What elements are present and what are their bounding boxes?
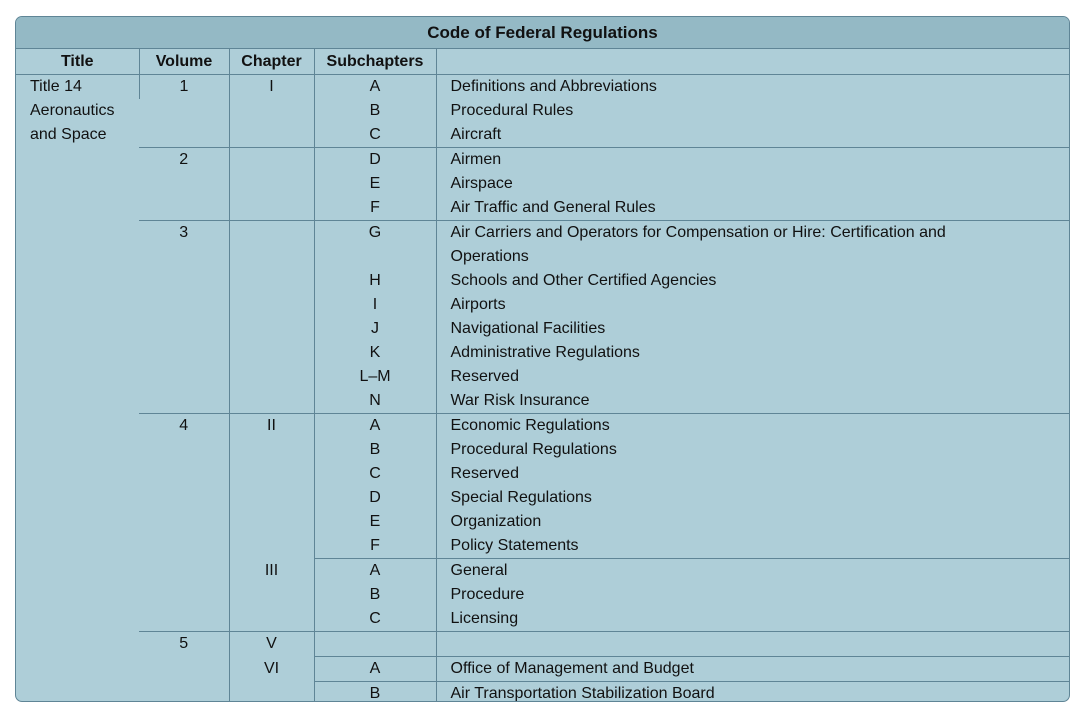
subchapter-cell: B (314, 682, 436, 703)
chapter-cell: III (229, 559, 314, 584)
table-row (16, 269, 1069, 293)
description-cell: Airports (436, 293, 1069, 317)
table-row (16, 99, 1069, 123)
header-volume: Volume (139, 49, 229, 75)
table-row (16, 123, 1069, 148)
description-cell: Organization (436, 510, 1069, 534)
chapter-cell (229, 438, 314, 462)
table-row (16, 341, 1069, 365)
description-cell: Licensing (436, 607, 1069, 632)
table-row (16, 559, 1069, 584)
description-cell: Operations (436, 245, 1069, 269)
description-cell: General (436, 559, 1069, 584)
subchapter-cell: N (314, 389, 436, 414)
table-row (16, 75, 1069, 100)
description-cell: Aircraft (436, 123, 1069, 148)
volume-cell (139, 657, 229, 682)
subchapter-cell: F (314, 534, 436, 559)
table-row (16, 632, 1069, 657)
table-row (16, 389, 1069, 414)
subchapter-cell (314, 245, 436, 269)
subchapter-cell: A (314, 559, 436, 584)
volume-cell: 2 (139, 148, 229, 173)
subchapter-cell: I (314, 293, 436, 317)
volume-cell (139, 438, 229, 462)
subchapter-cell: F (314, 196, 436, 221)
chapter-cell (229, 148, 314, 173)
chapter-cell (229, 341, 314, 365)
chapter-cell (229, 607, 314, 632)
description-cell: Air Transportation Stabilization Board (436, 682, 1069, 703)
chapter-cell (229, 293, 314, 317)
chapter-cell (229, 534, 314, 559)
volume-cell (139, 682, 229, 703)
volume-cell (139, 293, 229, 317)
description-cell: Procedure (436, 583, 1069, 607)
chapter-cell (229, 172, 314, 196)
description-cell: Office of Management and Budget (436, 657, 1069, 682)
description-cell (436, 632, 1069, 657)
volume-cell (139, 365, 229, 389)
table-row (16, 221, 1069, 246)
title-line: and Space (30, 126, 107, 143)
chapter-cell: I (229, 75, 314, 100)
subchapter-cell: E (314, 510, 436, 534)
subchapter-cell: E (314, 172, 436, 196)
subchapter-cell: C (314, 123, 436, 148)
table-row (16, 196, 1069, 221)
table-row (16, 293, 1069, 317)
table-row (16, 414, 1069, 439)
description-cell: Procedural Regulations (436, 438, 1069, 462)
volume-cell: 1 (139, 75, 229, 100)
subchapter-cell: D (314, 148, 436, 173)
volume-cell (139, 389, 229, 414)
header-title: Title (16, 49, 139, 75)
chapter-cell: II (229, 414, 314, 439)
subchapter-cell: A (314, 414, 436, 439)
chapter-cell (229, 221, 314, 246)
table-row (16, 365, 1069, 389)
chapter-cell (229, 510, 314, 534)
chapter-cell: VI (229, 657, 314, 682)
chapter-cell (229, 462, 314, 486)
chapter-cell (229, 389, 314, 414)
table-row (16, 438, 1069, 462)
volume-cell (139, 123, 229, 148)
description-cell: Economic Regulations (436, 414, 1069, 439)
description-cell: Administrative Regulations (436, 341, 1069, 365)
volume-cell (139, 245, 229, 269)
title-line: Title 14 (30, 78, 82, 95)
cfr-table-frame (15, 16, 1070, 702)
volume-cell (139, 317, 229, 341)
header-chapter: Chapter (229, 49, 314, 75)
description-cell: Reserved (436, 462, 1069, 486)
chapter-cell (229, 486, 314, 510)
header-row (16, 49, 1069, 75)
description-cell: Policy Statements (436, 534, 1069, 559)
description-cell: Special Regulations (436, 486, 1069, 510)
subchapter-cell: J (314, 317, 436, 341)
subchapter-cell: L–M (314, 365, 436, 389)
table-row (16, 462, 1069, 486)
chapter-cell (229, 196, 314, 221)
subchapter-cell: B (314, 583, 436, 607)
volume-cell (139, 172, 229, 196)
table-row (16, 317, 1069, 341)
chapter-cell (229, 99, 314, 123)
description-cell: Airmen (436, 148, 1069, 173)
chapter-cell (229, 317, 314, 341)
volume-cell (139, 534, 229, 559)
subchapter-cell: K (314, 341, 436, 365)
subchapter-cell: B (314, 438, 436, 462)
subchapter-cell: A (314, 657, 436, 682)
table-row (16, 583, 1069, 607)
chapter-cell (229, 583, 314, 607)
chapter-cell (229, 269, 314, 293)
table-row (16, 607, 1069, 632)
table-row (16, 657, 1069, 682)
description-cell: Airspace (436, 172, 1069, 196)
table-row (16, 148, 1069, 173)
chapter-cell (229, 123, 314, 148)
subchapter-cell (314, 632, 436, 657)
description-cell: War Risk Insurance (436, 389, 1069, 414)
subchapter-cell: C (314, 607, 436, 632)
volume-cell (139, 341, 229, 365)
volume-cell (139, 486, 229, 510)
volume-cell (139, 583, 229, 607)
subchapter-cell: D (314, 486, 436, 510)
volume-cell (139, 269, 229, 293)
subchapter-cell: C (314, 462, 436, 486)
subchapter-cell: G (314, 221, 436, 246)
table-caption: Code of Federal Regulations (16, 17, 1069, 49)
volume-cell: 3 (139, 221, 229, 246)
table-row (16, 245, 1069, 269)
title-cell (16, 75, 139, 703)
description-cell: Air Carriers and Operators for Compensation or Hire: Certification and (436, 221, 1069, 246)
table-row (16, 534, 1069, 559)
volume-cell: 5 (139, 632, 229, 657)
volume-cell (139, 510, 229, 534)
volume-cell (139, 462, 229, 486)
subchapter-cell: A (314, 75, 436, 100)
table-body (16, 75, 1069, 703)
volume-cell (139, 607, 229, 632)
table-row (16, 486, 1069, 510)
cfr-table (16, 49, 1069, 702)
header-subchapters: Subchapters (314, 49, 436, 75)
table-row (16, 682, 1069, 703)
description-cell: Navigational Facilities (436, 317, 1069, 341)
title-line: Aeronautics (30, 102, 115, 119)
description-cell: Schools and Other Certified Agencies (436, 269, 1069, 293)
chapter-cell (229, 245, 314, 269)
header-description (436, 49, 1069, 75)
chapter-cell (229, 682, 314, 703)
description-cell: Procedural Rules (436, 99, 1069, 123)
chapter-cell (229, 365, 314, 389)
volume-cell (139, 559, 229, 584)
description-cell: Definitions and Abbreviations (436, 75, 1069, 100)
subchapter-cell: B (314, 99, 436, 123)
description-cell: Air Traffic and General Rules (436, 196, 1069, 221)
subchapter-cell: H (314, 269, 436, 293)
volume-cell: 4 (139, 414, 229, 439)
chapter-cell: V (229, 632, 314, 657)
description-cell: Reserved (436, 365, 1069, 389)
volume-cell (139, 99, 229, 123)
table-row (16, 510, 1069, 534)
table-row (16, 172, 1069, 196)
volume-cell (139, 196, 229, 221)
